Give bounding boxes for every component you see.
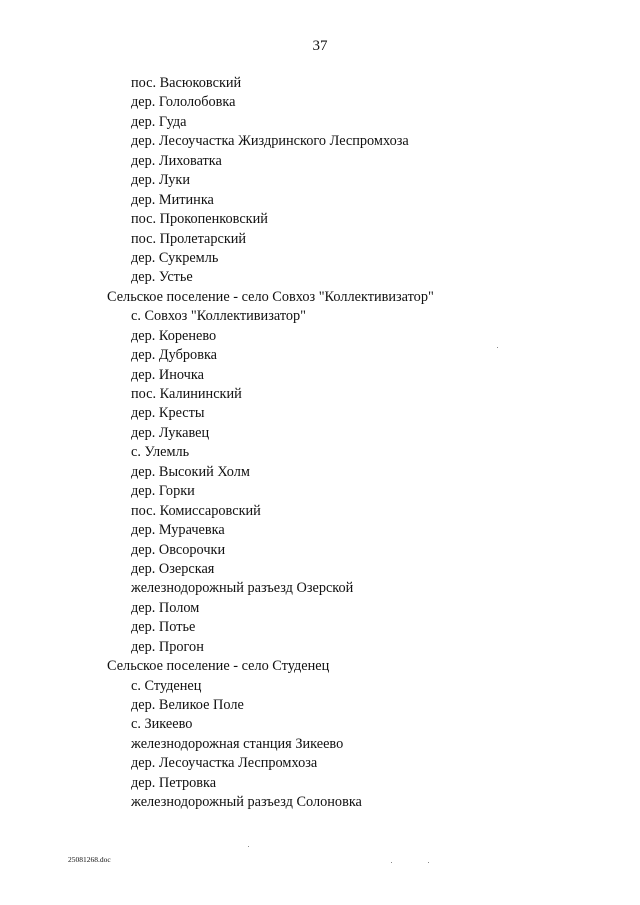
settlement-list xyxy=(0,74,640,813)
settlement-entry: дер. Мурачевка xyxy=(131,522,225,539)
settlement-entry: пос. Васюковский xyxy=(131,75,242,91)
settlement-entry: дер. Овсорочки xyxy=(131,541,226,558)
settlement-entry: дер. Озерская xyxy=(131,560,215,577)
settlement-entry: дер. Дубровка xyxy=(131,347,218,364)
settlement-entry: дер. Коренево xyxy=(131,327,217,344)
footer-filename: 25081268.doc xyxy=(68,855,111,864)
settlement-entry: дер. Кресты xyxy=(131,405,205,422)
settlement-entry: дер. Митинка xyxy=(131,191,214,208)
settlement-entry: железнодорожная станция Зикеево xyxy=(131,735,344,752)
settlement-entry: дер. Гололобовка xyxy=(131,94,236,111)
settlement-group-heading: Сельское поселение - село Совхоз "Коллективизатор" xyxy=(107,288,434,305)
settlement-entry: дер. Лесоучастка Леспромхоза xyxy=(131,755,318,772)
settlement-entry: с. Студенец xyxy=(131,677,202,694)
settlement-entry: дер. Лиховатка xyxy=(131,152,222,169)
settlement-entry: дер. Полом xyxy=(131,599,200,616)
settlement-group-heading: Сельское поселение - село Студенец xyxy=(107,658,330,675)
settlement-entry: дер. Сукремль xyxy=(131,249,219,266)
settlement-entry: дер. Луки xyxy=(131,172,191,189)
settlement-entry: дер. Потье xyxy=(131,619,196,636)
settlement-entry: дер. Великое Поле xyxy=(131,697,244,713)
settlement-entry: дер. Лесоучастка Жиздринского Леспромхоза xyxy=(131,133,409,150)
settlement-entry: дер. Устье xyxy=(131,269,193,286)
settlement-entry: с. Улемль xyxy=(131,444,190,461)
settlement-entry: пос. Прокопенковский xyxy=(131,211,268,228)
settlement-entry: железнодорожный разъезд Солоновка xyxy=(131,794,362,811)
settlement-entry: с. Совхоз "Коллективизатор" xyxy=(131,308,307,325)
settlement-entry: дер. Иночка xyxy=(131,366,204,383)
scan-speck xyxy=(248,846,249,847)
scan-speck xyxy=(497,347,498,348)
settlement-entry: дер. Горки xyxy=(131,483,195,500)
scan-speck xyxy=(391,862,392,863)
settlement-entry: дер. Лукавец xyxy=(131,424,210,441)
settlement-entry: дер. Гуда xyxy=(131,113,187,130)
settlement-entry: дер. Высокий Холм xyxy=(131,463,250,480)
settlement-entry: дер. Петровка xyxy=(131,774,217,791)
settlement-entry: пос. Пролетарский xyxy=(131,230,247,247)
settlement-entry: дер. Прогон xyxy=(131,638,204,655)
settlement-entry: железнодорожный разъезд Озерской xyxy=(131,580,354,597)
settlement-entry: с. Зикеево xyxy=(131,716,193,733)
settlement-entry: пос. Калининский xyxy=(131,386,242,402)
scan-speck xyxy=(428,862,429,863)
page-number: 37 xyxy=(312,38,328,54)
settlement-entry: пос. Комиссаровский xyxy=(131,502,261,519)
